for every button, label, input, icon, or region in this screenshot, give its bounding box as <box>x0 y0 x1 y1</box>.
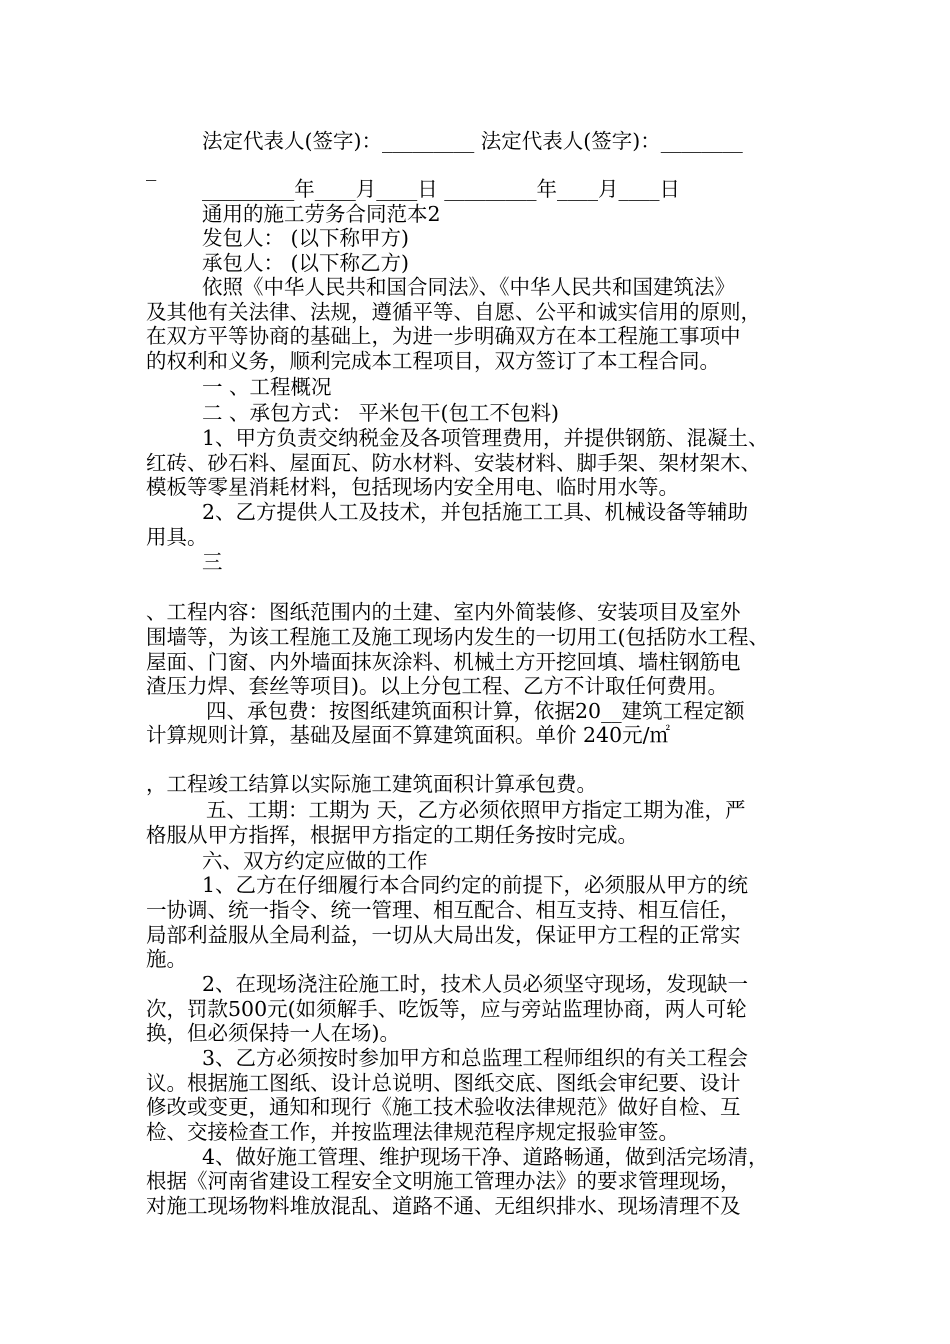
paragraph-line: 依照《中华人民共和国合同法》、《中华人民共和国建筑法》 <box>202 275 735 299</box>
paragraph-line: 对施工现场物料堆放混乱、道路不通、无组织排水、现场清理不及 <box>146 1194 741 1218</box>
paragraph-line: 换，但必须保持一人在场)。 <box>146 1021 400 1045</box>
paragraph-line: 、工程内容：图纸范围内的土建、室内外简装修、安装项目及室外 <box>146 600 741 624</box>
paragraph-line: 围墙等，为该工程施工及施工现场内发生的一切用工(包括防水工程、 <box>146 625 769 649</box>
paragraph-line: 的权利和义务，顺利完成本工程项目，双方签订了本工程合同。 <box>146 349 720 373</box>
section-heading: 五、工期：工期为 天，乙方必须依照甲方指定工期为准，严 <box>206 798 746 822</box>
section-heading: 三 <box>202 550 223 574</box>
paragraph-line: 模板等零星消耗材料，包括现场内安全用电、临时用水等。 <box>146 475 679 499</box>
paragraph-line: 2、乙方提供人工及技术，并包括施工工具、机械设备等辅助 <box>202 500 749 524</box>
paragraph-line: 1、甲方负责交纳税金及各项管理费用，并提供钢筋、混凝土、 <box>202 426 769 450</box>
paragraph-line: ，工程竣工结算以实际施工建筑面积计算承包费。 <box>146 772 597 796</box>
paragraph-line: 4、做好施工管理、维护现场干净、道路畅通，做到活完场清， <box>202 1145 769 1169</box>
party-b-line: 承包人： (以下称乙方) <box>202 251 410 275</box>
paragraph-line: 局部利益服从全局利益，一切从大局出发，保证甲方工程的正常实 <box>146 923 741 947</box>
paragraph-line: 1、乙方在仔细履行本合同约定的前提下，必须服从甲方的统 <box>202 873 749 897</box>
paragraph-line: 修改或变更，通知和现行《施工技术验收法律规范》做好自检、互 <box>146 1095 741 1119</box>
paragraph-line: 在双方平等协商的基础上，为进一步明确双方在本工程施工事项中 <box>146 324 741 348</box>
party-a-line: 发包人： (以下称甲方) <box>202 226 410 250</box>
paragraph-line: 屋面、门窗、内外墙面抹灰涂料、机械土方开挖回填、墙柱钢筋电 <box>146 650 741 674</box>
paragraph-line: 渣压力焊、套丝等项目)。以上分包工程、乙方不计取任何费用。 <box>146 674 728 698</box>
paragraph-line: 次，罚款500元(如须解手、吃饭等，应与旁站监理协商，两人可轮 <box>146 997 747 1021</box>
signature-line: 法定代表人(签字)：_________ 法定代表人(签字)：________ <box>202 129 743 153</box>
date-line: _________年____月____日 _________年____月____日 <box>202 177 681 201</box>
section-heading: 四、承包费：按图纸建筑面积计算，依据20__建筑工程定额 <box>206 699 745 723</box>
paragraph-line: 施。 <box>146 947 187 971</box>
paragraph-line: 2、在现场浇注砼施工时，技术人员必须坚守现场，发现缺一 <box>202 972 749 996</box>
paragraph-line: 根据《河南省建设工程安全文明施工管理办法》的要求管理现场， <box>146 1169 741 1193</box>
document-title: 通用的施工劳务合同范本2 <box>202 202 441 226</box>
paragraph-line: 一协调、统一指令、统一管理、相互配合、相互支持、相互信任， <box>146 898 741 922</box>
section-heading: 六、双方约定应做的工作 <box>202 849 428 873</box>
paragraph-line: 格服从甲方指挥，根据甲方指定的工期任务按时完成。 <box>146 823 638 847</box>
paragraph-line: 及其他有关法律、法规，遵循平等、自愿、公平和诚实信用的原则， <box>146 300 761 324</box>
paragraph-line: 议。根据施工图纸、设计总说明、图纸交底、图纸会审纪要、设计 <box>146 1071 741 1095</box>
paragraph-line: 用具。 <box>146 525 208 549</box>
paragraph-line: 检、交接检查工作，并按监理法律规范程序规定报验审签。 <box>146 1120 679 1144</box>
paragraph-line: 计算规则计算，基础及屋面不算建筑面积。单价 240元/㎡ <box>146 723 671 747</box>
signature-line-overflow: _ <box>146 157 157 181</box>
paragraph-line: 3、乙方必须按时参加甲方和总监理工程师组织的有关工程会 <box>202 1046 749 1070</box>
paragraph-line: 红砖、砂石料、屋面瓦、防水材料、安装材料、脚手架、架材架木、 <box>146 451 761 475</box>
section-heading: 一 、工程概况 <box>202 375 332 399</box>
section-heading: 二 、承包方式： 平米包干(包工不包料) <box>202 401 560 425</box>
